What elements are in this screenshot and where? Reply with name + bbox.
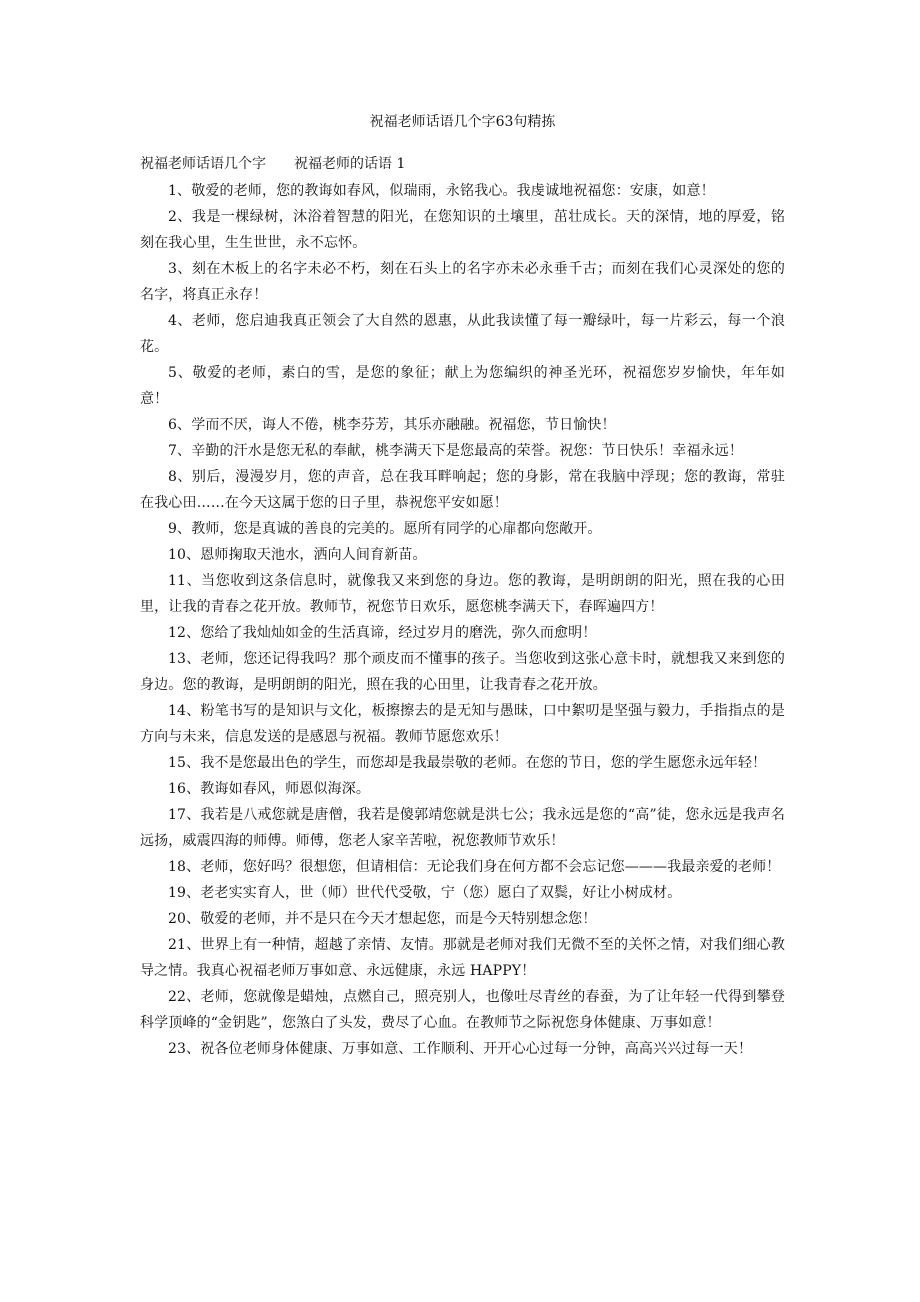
list-item: 22、老师，您就像是蜡烛，点燃自己，照亮别人，也像吐尽青丝的春蚕，为了让年轻一代得到攀登科学顶峰的“金钥匙”，您煞白了头发，费尽了心血。在教师节之际祝您身体健康、万事如意！	[140, 989, 785, 1031]
list-item: 1、敬爱的老师，您的教诲如春风，似瑞雨，永铭我心。我虔诚地祝福您：安康，如意！	[168, 183, 715, 199]
list-item: 7、辛勤的汗水是您无私的奉献，桃李满天下是您最高的荣誉。祝您：节日快乐！幸福永远！	[168, 443, 744, 459]
list-item: 4、老师，您启迪我真正领会了大自然的恩惠，从此我读懂了每一瓣绿叶，每一片彩云，每一个浪花。	[140, 313, 785, 355]
list-item: 10、恩师掬取天池水，洒向人间育新苗。	[168, 547, 427, 563]
list-item: 13、老师，您还记得我吗？那个顽皮而不懂事的孩子。当您收到这张心意卡时，就想我又来到您的身边。您的教诲，是明朗朗的阳光，照在我的心田里，让我青春之花开放。	[140, 651, 785, 693]
list-item: 16、教诲如春风，师恩似海深。	[168, 781, 371, 797]
list-item: 3、刻在木板上的名字未必不朽，刻在石头上的名字亦未必永垂千古；而刻在我们心灵深处的您的名字，将真正永存！	[140, 261, 785, 303]
subheading-right: 祝福老师的话语 1	[294, 156, 406, 172]
list-item: 17、我若是八戒您就是唐僧，我若是傻郭靖您就是洪七公；我永远是您的“高”徒，您永远是我声名远扬，威震四海的师傅。师傅，您老人家辛苦啦，祝您教师节欢乐！	[140, 807, 785, 849]
subheading-left: 祝福老师话语几个字	[140, 156, 266, 172]
list-item: 19、老老实实育人，世（师）世代代受敬，宁（您）愿白了双鬓，好让小树成材。	[168, 885, 682, 901]
document-page	[140, 112, 785, 1062]
list-item: 2、我是一棵绿树，沐浴着智慧的阳光，在您知识的土壤里，茁壮成长。天的深情，地的厚爱，铭刻在我心里，生生世世，永不忘怀。	[140, 209, 785, 251]
list-item: 5、敬爱的老师，素白的雪，是您的象征；献上为您编织的神圣光环，祝福您岁岁愉快，年年如意！	[140, 365, 785, 407]
list-item: 15、我不是您最出色的学生，而您却是我最崇敬的老师。在您的节日，您的学生愿您永远年轻！	[168, 755, 767, 771]
subheading	[140, 153, 785, 175]
list-item: 6、学而不厌，诲人不倦，桃李芬芳，其乐亦融融。祝福您，节日愉快！	[168, 417, 616, 433]
list-item: 18、老师，您好吗？很想您，但请相信：无论我们身在何方都不会忘记您———我最亲爱的老师！	[168, 859, 781, 875]
document-title: 祝福老师话语几个字63句精拣	[369, 114, 556, 130]
list-item: 12、您给了我灿灿如金的生活真谛，经过岁月的磨洗，弥久而愈明！	[168, 625, 597, 641]
list-item: 14、粉笔书写的是知识与文化，板擦擦去的是无知与愚昧，口中絮叨是坚强与毅力，手指指点的是方向与未来，信息发送的是感恩与祝福。教师节愿您欢乐！	[140, 703, 785, 745]
list-item: 23、祝各位老师身体健康、万事如意、工作顺利、开开心心过每一分钟，高高兴兴过每一天！	[168, 1041, 753, 1057]
list-item: 20、敬爱的老师，并不是只在今天才想起您，而是今天特别想念您！	[168, 911, 597, 927]
list-item: 9、教师，您是真诚的善良的完美的。愿所有同学的心扉都向您敞开。	[168, 521, 602, 537]
list-item: 8、别后，漫漫岁月，您的声音，总在我耳畔响起；您的身影，常在我脑中浮现；您的教诲，常驻在我心田……在今天这属于您的日子里，恭祝您平安如愿！	[140, 469, 785, 511]
list-item: 21、世界上有一种情，超越了亲情、友情。那就是老师对我们无微不至的关怀之情，对我们细心教导之情。我真心祝福老师万事如意、永远健康，永远 HAPPY！	[140, 937, 785, 979]
blessing-list	[140, 178, 785, 1062]
list-item: 11、当您收到这条信息时，就像我又来到您的身边。您的教诲，是明朗朗的阳光，照在我的心田里，让我的青春之花开放。教师节，祝您节日欢乐，愿您桃李满天下，春晖遍四方！	[140, 573, 785, 615]
